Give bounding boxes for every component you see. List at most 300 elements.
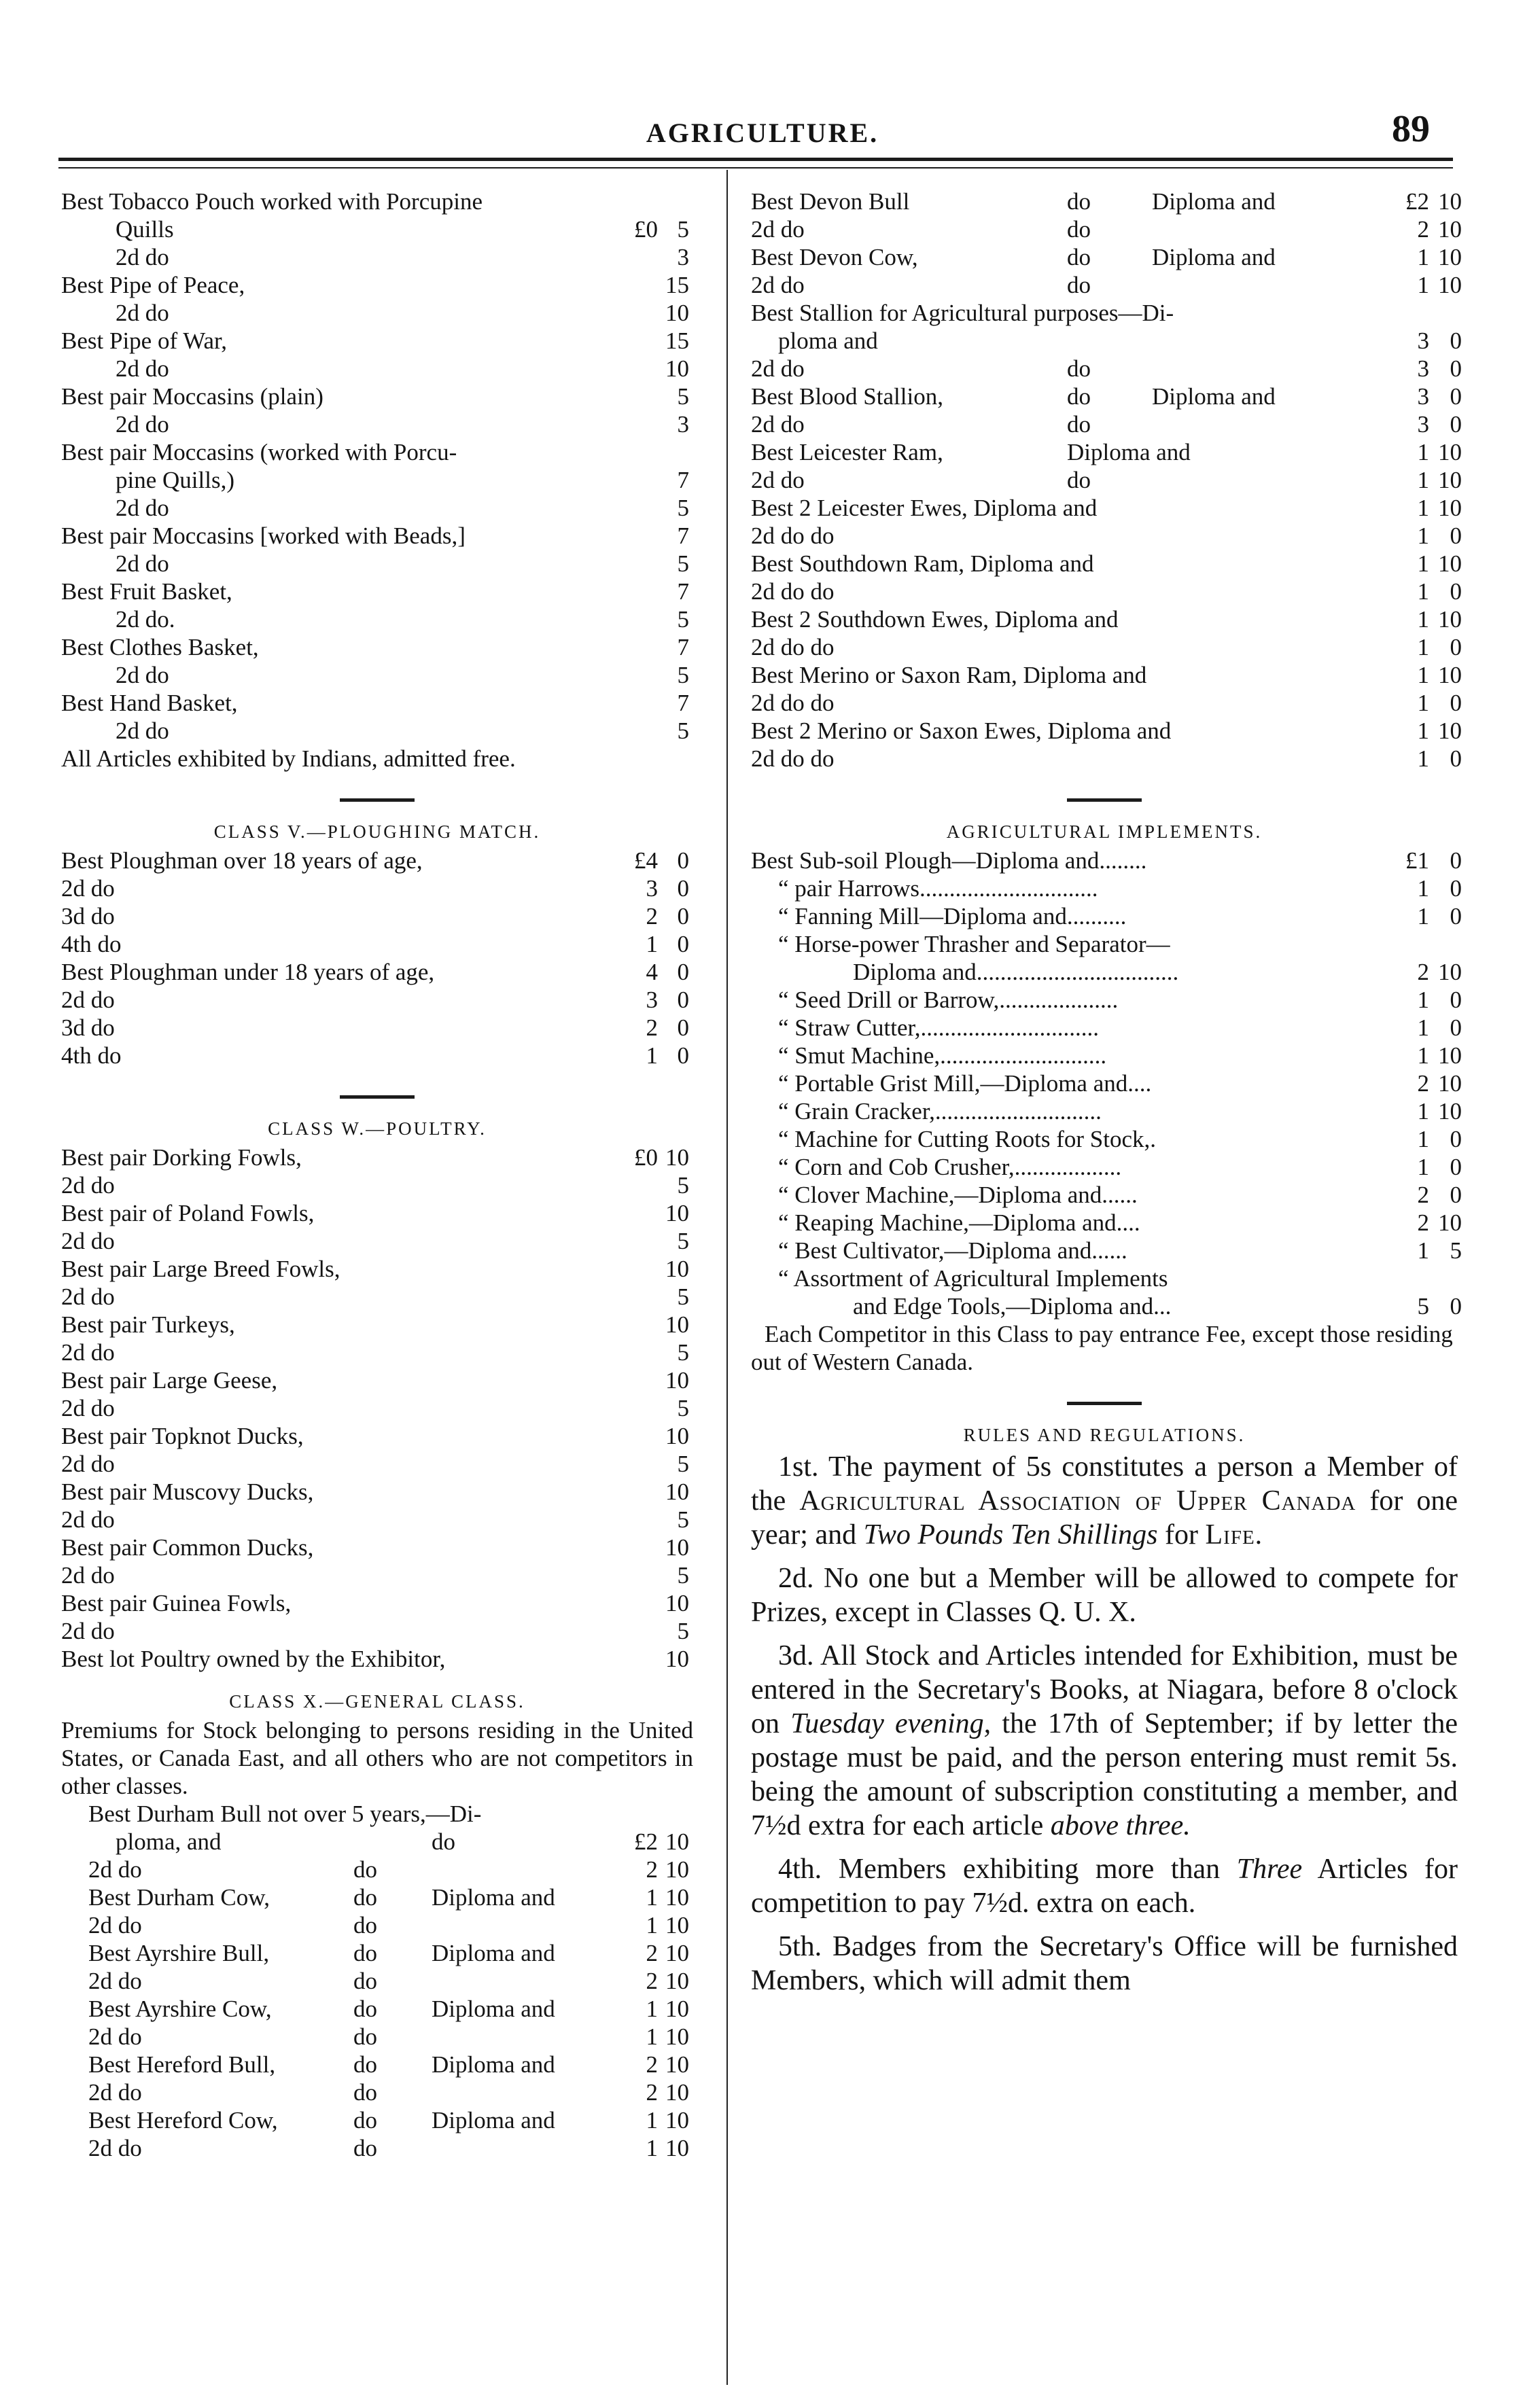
prize-description: Best pair Large Geese, <box>61 1367 278 1394</box>
prize-shillings: 10 <box>1438 550 1462 577</box>
prize-pounds: 1 <box>1417 1042 1429 1069</box>
rule-4: 4th. Members exhibiting more than Three Articles for competition to pay 7½d. extra on each. <box>751 1854 1458 1919</box>
rule-1: 1st. The payment of 5s constitutes a person a Member of the Agricultural Association of Upper Canada for one year; and Two Pounds Ten Shillings for Life. <box>751 1451 1458 1551</box>
prize-description: 2d do <box>61 987 115 1013</box>
prize-row <box>751 605 1462 633</box>
prize-row <box>751 1042 1462 1069</box>
prize-description: Best pair Topknot Ducks, <box>61 1423 304 1449</box>
prize-shillings: 0 <box>1450 327 1462 354</box>
prize-description: Best Southdown Ram, Diploma and <box>751 550 1094 577</box>
prize-shillings: 10 <box>665 1200 689 1226</box>
prize-pounds: £0 <box>634 216 658 243</box>
prize-description: 2d do <box>61 1506 115 1533</box>
prize-row <box>61 1144 693 1171</box>
prize-shillings: 0 <box>1450 634 1462 660</box>
prize-row <box>751 466 1462 494</box>
prize-shillings: 0 <box>1450 1182 1462 1208</box>
prize-shillings: 10 <box>1438 244 1462 270</box>
prize-shillings: 0 <box>1450 1014 1462 1041</box>
prize-shillings: 3 <box>677 244 689 270</box>
prize-row <box>751 1097 1462 1125</box>
prize-description: Best Leicester Ram, <box>751 439 943 465</box>
prize-row <box>751 689 1462 717</box>
prize-row <box>61 958 693 986</box>
prize-description: “ Assortment of Agricultural Implements <box>778 1265 1168 1292</box>
diploma-column: Diploma and <box>1152 188 1276 215</box>
prize-description: Best Pipe of Peace, <box>61 272 245 298</box>
prize-description: 2d do <box>61 1172 115 1199</box>
ditto-column: do <box>353 1968 377 1994</box>
prize-row <box>751 930 1458 958</box>
prize-shillings: 15 <box>665 327 689 354</box>
ditto-column: do <box>353 1940 377 1966</box>
prize-pounds: 1 <box>1417 578 1429 605</box>
prize-pounds: 1 <box>1417 244 1429 270</box>
prize-description: Best pair of Poland Fowls, <box>61 1200 315 1226</box>
prize-row <box>61 1800 693 1828</box>
prize-pounds: 1 <box>646 2135 658 2161</box>
ditto-column: do <box>353 1912 377 1938</box>
prize-description: 2d do <box>116 662 169 688</box>
prize-row <box>61 847 693 874</box>
ditto-column: do <box>353 1996 377 2022</box>
prize-row <box>61 1255 693 1283</box>
prize-description: “ pair Harrows.............................. <box>778 875 1098 902</box>
prize-row <box>61 605 693 633</box>
prize-pounds: 2 <box>1417 1070 1429 1097</box>
prize-pounds: 2 <box>1417 216 1429 243</box>
prize-row <box>61 1645 693 1673</box>
prize-description: 2d do do <box>751 690 835 716</box>
prize-row <box>751 215 1462 243</box>
prize-description: “ Smut Machine,............................ <box>778 1042 1107 1069</box>
prize-shillings: 10 <box>665 2051 689 2078</box>
prize-pounds: 1 <box>1417 495 1429 521</box>
prize-description: 2d do <box>116 550 169 577</box>
prize-shillings: 10 <box>665 1856 689 1883</box>
prize-pounds: 1 <box>646 1042 658 1069</box>
prize-row <box>61 578 693 605</box>
prize-row <box>61 466 693 494</box>
class-v-list <box>61 847 693 1069</box>
page-number: 89 <box>1392 108 1430 150</box>
prize-pounds: 3 <box>1417 383 1429 410</box>
prize-row <box>751 1292 1462 1320</box>
column-divider <box>726 170 728 2385</box>
prize-shillings: 10 <box>1438 1042 1462 1069</box>
prize-description: Best 2 Southdown Ewes, Diploma and <box>751 606 1119 633</box>
prize-pounds: £1 <box>1405 847 1429 874</box>
prize-shillings: 0 <box>1450 355 1462 382</box>
prize-description: 3d do <box>61 1014 115 1041</box>
class-w-list <box>61 1144 693 1673</box>
prize-shillings: 0 <box>677 903 689 929</box>
prize-shillings: 10 <box>1438 439 1462 465</box>
rules-title: RULES AND REGULATIONS. <box>963 1425 1246 1445</box>
implements-title: AGRICULTURAL IMPLEMENTS. <box>946 821 1263 842</box>
class-w-title: CLASS W.—POULTRY. <box>268 1118 487 1139</box>
prize-row <box>61 1478 693 1506</box>
prize-shillings: 10 <box>1438 467 1462 493</box>
ditto-column: do <box>353 2079 377 2106</box>
prize-row <box>61 1171 693 1199</box>
prize-shillings: 10 <box>665 2079 689 2106</box>
prize-row <box>61 1199 693 1227</box>
diploma-column: Diploma and <box>432 1884 555 1911</box>
prize-description: 2d do <box>88 1968 142 1994</box>
prize-description: 4th do <box>61 1042 122 1069</box>
prize-shillings: 0 <box>677 1042 689 1069</box>
prize-shillings: 0 <box>1450 903 1462 929</box>
diploma-column: Diploma and <box>432 2051 555 2078</box>
prize-pounds: 2 <box>1417 1182 1429 1208</box>
prize-shillings: 10 <box>1438 272 1462 298</box>
prize-pounds: £0 <box>634 1144 658 1171</box>
prize-description: 4th do <box>61 931 122 957</box>
prize-row <box>61 355 693 383</box>
prize-shillings: 5 <box>677 662 689 688</box>
prize-shillings: 5 <box>677 1283 689 1310</box>
prize-row <box>751 383 1462 410</box>
prize-shillings: 5 <box>677 1451 689 1477</box>
ditto-column: do <box>353 1856 377 1883</box>
prize-pounds: 3 <box>646 987 658 1013</box>
prize-description: 2d do <box>88 1856 142 1883</box>
prize-pounds: 2 <box>646 903 658 929</box>
prize-description: Best Hand Basket, <box>61 690 238 716</box>
prize-description: Best Hereford Cow, <box>88 2107 278 2133</box>
prize-row <box>61 1283 693 1311</box>
prize-description: 2d do <box>751 467 805 493</box>
prize-shillings: 0 <box>677 987 689 1013</box>
prize-shillings: 5 <box>677 1172 689 1199</box>
prize-description: ploma, and <box>116 1828 222 1855</box>
prize-pounds: 1 <box>646 1884 658 1911</box>
prize-row <box>61 1617 693 1645</box>
prize-shillings: 0 <box>1450 1293 1462 1320</box>
prize-row <box>61 1422 693 1450</box>
prize-description: 2d do <box>61 1618 115 1644</box>
prize-description: 2d do <box>116 244 169 270</box>
prize-description: Best Devon Bull <box>751 188 910 215</box>
prize-shillings: 10 <box>665 2135 689 2161</box>
prize-row <box>61 494 693 522</box>
prize-shillings: 0 <box>1450 383 1462 410</box>
prize-pounds: 3 <box>1417 355 1429 382</box>
diploma-column: Diploma and <box>1152 244 1276 270</box>
prize-shillings: 10 <box>665 1311 689 1338</box>
prize-pounds: 3 <box>646 875 658 902</box>
prize-description: 2d do <box>61 1562 115 1589</box>
prize-row <box>751 986 1462 1014</box>
prize-pounds: 1 <box>646 1996 658 2022</box>
prize-shillings: 10 <box>665 300 689 326</box>
prize-description: 3d do <box>61 903 115 929</box>
prize-row <box>61 1995 693 2023</box>
prize-shillings: 7 <box>677 578 689 605</box>
prize-row <box>751 410 1462 438</box>
prize-description: Best Hereford Bull, <box>88 2051 276 2078</box>
ditto-column: do <box>353 1884 377 1911</box>
prize-pounds: 2 <box>1417 959 1429 985</box>
prize-shillings: 7 <box>677 634 689 660</box>
prize-shillings: 0 <box>677 847 689 874</box>
prize-row <box>61 930 693 958</box>
prize-description: Best Ayrshire Cow, <box>88 1996 272 2022</box>
prize-pounds: 1 <box>1417 903 1429 929</box>
prize-shillings: 10 <box>665 2023 689 2050</box>
prize-row <box>61 410 693 438</box>
prize-row <box>751 958 1462 986</box>
prize-description: “ Machine for Cutting Roots for Stock,. <box>778 1126 1157 1152</box>
prize-row <box>61 661 693 689</box>
prize-row <box>751 1209 1462 1237</box>
prize-description: 2d do <box>116 718 169 744</box>
prize-row <box>751 1153 1462 1181</box>
indian-articles-list <box>61 188 693 745</box>
prize-row <box>61 1227 693 1255</box>
section-divider <box>1067 798 1142 802</box>
prize-description: Best Fruit Basket, <box>61 578 232 605</box>
prize-pounds: 1 <box>646 2107 658 2133</box>
prize-row <box>61 902 693 930</box>
prize-description: Best Merino or Saxon Ram, Diploma and <box>751 662 1147 688</box>
prize-shillings: 10 <box>1438 1098 1462 1125</box>
prize-shillings: 10 <box>1438 1209 1462 1236</box>
prize-row <box>61 1883 693 1911</box>
prize-description: 2d do <box>751 216 805 243</box>
rule-5: 5th. Badges from the Secretary's Office will be furnished Members, which will admit them <box>751 1931 1458 1996</box>
prize-shillings: 10 <box>665 1479 689 1505</box>
prize-shillings: 0 <box>1450 847 1462 874</box>
prize-pounds: 1 <box>1417 718 1429 744</box>
prize-description: Best pair Common Ducks, <box>61 1534 314 1561</box>
prize-row <box>751 243 1462 271</box>
prize-description: Best Durham Bull not over 5 years,—Di- <box>88 1801 482 1827</box>
prize-pounds: 2 <box>1417 1209 1429 1236</box>
prize-description: “ Fanning Mill—Diploma and.......... <box>778 903 1127 929</box>
section-divider <box>340 1095 415 1099</box>
ditto-column: do <box>1067 411 1091 438</box>
prize-pounds: 1 <box>1417 467 1429 493</box>
prize-shillings: 7 <box>677 467 689 493</box>
running-header: AGRICULTURE. <box>646 118 879 148</box>
prize-description: Best pair Moccasins (plain) <box>61 383 323 410</box>
prize-shillings: 0 <box>1450 690 1462 716</box>
prize-description: 2d do. <box>116 606 175 633</box>
header-rule-thick <box>58 158 1453 161</box>
prize-shillings: 10 <box>1438 1070 1462 1097</box>
prize-row <box>61 1856 693 1883</box>
prize-shillings: 10 <box>665 1912 689 1938</box>
ditto-column: do <box>353 2135 377 2161</box>
prize-shillings: 10 <box>1438 495 1462 521</box>
prize-description: ploma and <box>778 327 878 354</box>
prize-description: Best Sub-soil Plough—Diploma and........ <box>751 847 1147 874</box>
prize-description: 2d do <box>88 2079 142 2106</box>
prize-description: 2d do <box>61 1283 115 1310</box>
prize-shillings: 10 <box>665 1968 689 1994</box>
prize-shillings: 7 <box>677 690 689 716</box>
prize-row <box>751 494 1462 522</box>
prize-description: 2d do do <box>751 634 835 660</box>
prize-description: 2d do do <box>751 523 835 549</box>
prize-row <box>751 188 1462 215</box>
prize-description: 2d do <box>116 411 169 438</box>
prize-description: Best pair Turkeys, <box>61 1311 235 1338</box>
prize-description: Best Clothes Basket, <box>61 634 259 660</box>
diploma-column: Diploma and <box>432 2107 555 2133</box>
prize-description: “ Reaping Machine,—Diploma and.... <box>778 1209 1140 1236</box>
prize-description: Quills <box>116 216 174 243</box>
header-rule-thin <box>58 167 1453 169</box>
prize-description: “ Clover Machine,—Diploma and...... <box>778 1182 1138 1208</box>
prize-shillings: 0 <box>677 875 689 902</box>
prize-description: 2d do <box>61 1395 115 1421</box>
implements-list <box>751 847 1462 1320</box>
prize-pounds: 1 <box>1417 690 1429 716</box>
section-divider <box>1067 1402 1142 1405</box>
prize-pounds: 1 <box>1417 987 1429 1013</box>
prize-shillings: 5 <box>677 1339 689 1366</box>
prize-shillings: 5 <box>677 550 689 577</box>
prize-row <box>61 1939 693 1967</box>
ditto-column: do <box>353 2051 377 2078</box>
prize-description: Best Ploughman under 18 years of age, <box>61 959 435 985</box>
prize-shillings: 5 <box>1450 1237 1462 1264</box>
prize-shillings: 10 <box>665 1367 689 1394</box>
prize-row <box>751 355 1462 383</box>
ditto-column: do <box>1067 467 1091 493</box>
prize-row <box>61 874 693 902</box>
prize-pounds: 1 <box>646 2023 658 2050</box>
prize-shillings: 10 <box>665 1423 689 1449</box>
prize-pounds: 1 <box>1417 662 1429 688</box>
prize-description: “ Horse-power Thrasher and Separator— <box>778 931 1170 957</box>
prize-row <box>61 522 693 550</box>
prize-row <box>751 1125 1462 1153</box>
class-x-title: CLASS X.—GENERAL CLASS. <box>229 1691 525 1712</box>
prize-shillings: 0 <box>1450 987 1462 1013</box>
prize-row <box>61 1450 693 1478</box>
prize-row <box>61 1911 693 1939</box>
prize-pounds: 1 <box>1417 875 1429 902</box>
prize-row <box>61 299 693 327</box>
ditto-column: do <box>1067 188 1091 215</box>
prize-description: “ Corn and Cob Crusher,.................. <box>778 1154 1122 1180</box>
prize-row <box>61 1967 693 1995</box>
prize-shillings: 10 <box>665 355 689 382</box>
prize-pounds: £4 <box>634 847 658 874</box>
prize-description: Best Devon Cow, <box>751 244 918 270</box>
prize-pounds: 2 <box>646 1940 658 1966</box>
prize-pounds: 1 <box>1417 745 1429 772</box>
prize-shillings: 0 <box>677 1014 689 1041</box>
prize-pounds: 1 <box>1417 1237 1429 1264</box>
prize-shillings: 10 <box>665 1884 689 1911</box>
prize-row <box>751 578 1462 605</box>
prize-pounds: £2 <box>634 1828 658 1855</box>
prize-shillings: 5 <box>677 606 689 633</box>
prize-description: 2d do <box>751 411 805 438</box>
prize-description: Best Tobacco Pouch worked with Porcupine <box>61 188 483 215</box>
prize-row <box>61 2023 693 2051</box>
prize-row <box>61 1506 693 1534</box>
prize-row <box>751 1181 1462 1209</box>
prize-description: Diploma and.................................. <box>853 959 1179 985</box>
prize-row <box>61 1534 693 1561</box>
prize-row <box>61 1828 693 1856</box>
class-x-note: Premiums for Stock belonging to persons residing in the United States, or Canada East, and all others who are not competitors in other classes. <box>61 1717 693 1799</box>
prize-shillings: 0 <box>1450 1154 1462 1180</box>
prize-row <box>61 1014 693 1042</box>
section-divider <box>340 798 415 802</box>
prize-description: “ Portable Grist Mill,—Diploma and.... <box>778 1070 1152 1097</box>
prize-shillings: 5 <box>677 1562 689 1589</box>
prize-description: Best Durham Cow, <box>88 1884 270 1911</box>
prize-description: Best pair Guinea Fowls, <box>61 1590 292 1616</box>
ditto-column: do <box>353 2023 377 2050</box>
prize-shillings: 10 <box>665 1256 689 1282</box>
prize-description: “ Best Cultivator,—Diploma and...... <box>778 1237 1127 1264</box>
prize-shillings: 5 <box>677 1506 689 1533</box>
prize-row <box>61 1339 693 1366</box>
ditto-column: Diploma and <box>1067 439 1191 465</box>
prize-description: 2d do <box>751 355 805 382</box>
prize-row <box>751 522 1462 550</box>
rule-3: 3d. All Stock and Articles intended for Exhibition, must be entered in the Secretary's Books, at Niagara, before 8 o'clock on Tuesday evening, the 17th of September; if by letter the postage must be paid, and the person entering must remit 5s. being the amount of subscription constituting a member, and 7½d extra for each article above three. <box>751 1640 1458 1841</box>
prize-description: pine Quills,) <box>116 467 234 493</box>
prize-pounds: 1 <box>1417 523 1429 549</box>
prize-description: “ Seed Drill or Barrow,.................... <box>778 987 1119 1013</box>
prize-description: Best pair Moccasins [worked with Beads,] <box>61 523 466 549</box>
prize-shillings: 10 <box>665 1590 689 1616</box>
prize-row <box>61 633 693 661</box>
prize-row <box>61 2106 693 2134</box>
prize-description: 2d do do <box>751 745 835 772</box>
left-column <box>61 188 693 2162</box>
prize-shillings: 0 <box>1450 1126 1462 1152</box>
prize-shillings: 0 <box>1450 411 1462 438</box>
ditto-column: do <box>1067 216 1091 243</box>
prize-row <box>751 1014 1462 1042</box>
prize-pounds: 1 <box>646 1912 658 1938</box>
prize-pounds: 1 <box>1417 606 1429 633</box>
prize-shillings: 0 <box>677 931 689 957</box>
diploma-column: Diploma and <box>1152 383 1276 410</box>
class-v-title: CLASS V.—PLOUGHING MATCH. <box>213 821 541 842</box>
prize-shillings: 10 <box>1438 606 1462 633</box>
prize-pounds: 2 <box>646 2079 658 2106</box>
prize-pounds: 1 <box>646 931 658 957</box>
prize-row <box>751 299 1458 327</box>
prize-row <box>751 327 1462 355</box>
prize-pounds: 3 <box>1417 411 1429 438</box>
prize-row <box>751 661 1462 689</box>
prize-description: Best pair Large Breed Fowls, <box>61 1256 340 1282</box>
prize-shillings: 10 <box>665 1144 689 1171</box>
prize-description: and Edge Tools,—Diploma and... <box>853 1293 1172 1320</box>
prize-row <box>751 717 1462 745</box>
prize-pounds: 1 <box>1417 550 1429 577</box>
prize-shillings: 10 <box>1438 216 1462 243</box>
prize-shillings: 10 <box>665 1940 689 1966</box>
prize-row <box>61 2078 693 2106</box>
prize-description: 2d do <box>61 1339 115 1366</box>
prize-description: 2d do <box>116 495 169 521</box>
prize-description: “ Straw Cutter,.............................. <box>778 1014 1100 1041</box>
prize-description: Best Blood Stallion, <box>751 383 943 410</box>
